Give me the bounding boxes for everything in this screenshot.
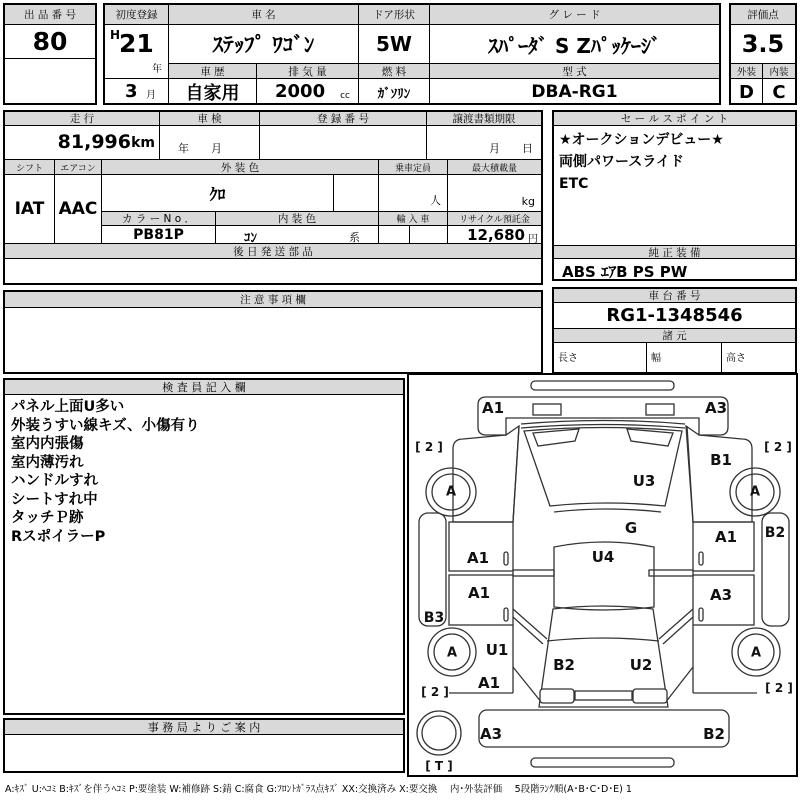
displacement-value: 2000 <box>275 81 326 102</box>
panel-label-front-right-marker: [ 2 ] <box>764 440 792 454</box>
tail-light-right <box>633 689 667 703</box>
import-cell <box>379 226 448 243</box>
front-left-fender-panel <box>453 426 519 522</box>
first-reg-year-unit: 年 <box>152 64 162 75</box>
import-label: 輸 入 車 <box>379 212 448 226</box>
chassis-spec-box <box>552 287 797 374</box>
reg-no-label: 登 録 番 号 <box>260 112 427 126</box>
exterior-grade-value: D <box>731 79 763 105</box>
panel-label-front-left-door: A1 <box>466 549 490 567</box>
panel-label-spare-tire-marker: [ T ] <box>425 759 453 773</box>
spec-length-label: 長さ <box>558 353 578 364</box>
color-no-value: PB81P <box>102 226 216 243</box>
color-no-label: カ ラ ー N o ． <box>102 212 216 226</box>
office-label: 事 務 局 よ り ご 案 内 <box>5 720 403 735</box>
first-reg-year: 21 <box>119 29 154 58</box>
payload-unit: kg <box>521 195 535 208</box>
panel-label-hood-left: A1 <box>481 399 505 417</box>
damage-labels <box>415 399 793 773</box>
displacement-label: 排 気 量 <box>257 64 359 79</box>
text-line: ハンドルすれ <box>11 473 98 489</box>
b-pillar-left <box>513 570 554 576</box>
rear-right-door-handle <box>699 608 703 621</box>
text-line: 室内薄汚れ <box>11 454 84 471</box>
hood-vent-left <box>533 404 561 415</box>
inspection-cell <box>160 126 260 160</box>
ext-color-sub-cell <box>334 175 379 212</box>
c-pillar-left <box>513 609 547 644</box>
transfer-deadline-cell <box>427 126 541 160</box>
wiper-left <box>533 429 579 446</box>
recycle-cell <box>448 226 541 243</box>
first-reg-month: 3 <box>125 81 138 102</box>
spare-tire-inner <box>422 716 456 750</box>
front-right-fender-panel <box>686 426 752 522</box>
shift-label: シフト <box>5 160 55 175</box>
mileage-unit: km <box>131 135 155 151</box>
damage-diagram-box <box>407 373 798 777</box>
capacity-cell <box>379 175 448 212</box>
first-reg-year-cell <box>105 25 169 79</box>
recycle-value: 12,680 <box>467 226 525 243</box>
transfer-deadline-label: 譲渡書類期限 <box>427 112 541 126</box>
car-name-label: 車 名 <box>169 5 359 25</box>
front-bumper <box>531 381 674 390</box>
panel-label-tailgate-left: B2 <box>553 656 575 674</box>
mileage-value: 81,996 <box>57 131 131 153</box>
spec-length-cell <box>554 343 647 372</box>
text-line: 両側パワースライド <box>559 154 684 170</box>
ac-value: AAC <box>55 175 102 243</box>
inspection-value: 年 月 <box>178 142 222 155</box>
inspector-notes-box <box>3 378 405 715</box>
score-label: 評価点 <box>731 5 795 25</box>
notes-box <box>3 290 543 374</box>
later-parts-label: 後 日 発 送 部 品 <box>5 243 541 259</box>
panel-label-rear-bumper-left: A3 <box>479 725 503 743</box>
import-cell-divider <box>409 226 410 243</box>
model-label: 型 式 <box>430 64 719 79</box>
inspection-label: 車 検 <box>160 112 260 126</box>
panel-label-rear-left-quarter-lower: A1 <box>477 674 501 692</box>
text-line: パネル上面U多い <box>11 399 125 415</box>
cowl-line-1 <box>521 421 685 425</box>
panel-label-front-right-fender: B1 <box>710 451 732 469</box>
text-line: 室内内張傷 <box>11 436 84 452</box>
fuel-value: ｶﾞｿﾘﾝ <box>359 79 430 105</box>
displacement-cell <box>257 79 359 105</box>
first-reg-era: H <box>110 28 121 42</box>
exterior-grade-label: 外装 <box>731 64 763 79</box>
equipment-label: 純 正 装 備 <box>554 245 795 259</box>
panel-label-rear-right-wheel: A <box>750 645 762 661</box>
lot-number-box <box>3 3 97 105</box>
mileage-label: 走 行 <box>5 112 160 126</box>
ext-color-label: 外 装 色 <box>102 160 379 175</box>
int-color-value: ｺﾝ <box>244 231 257 243</box>
capacity-label: 乗車定員 <box>379 160 448 175</box>
vehicle-info-table <box>103 3 721 105</box>
score-box <box>729 3 797 105</box>
interior-grade-label: 内装 <box>763 64 795 79</box>
tail-light-left <box>540 689 574 703</box>
panel-label-front-left-marker: [ 2 ] <box>415 440 443 454</box>
panel-label-front-right-wheel: A <box>749 484 761 500</box>
car-name-value: ｽﾃｯﾌﾟ ﾜｺﾞﾝ <box>169 25 359 64</box>
spec-width-cell <box>647 343 722 372</box>
chassis-label: 車 台 番 号 <box>554 289 795 303</box>
front-left-door-handle <box>504 552 508 565</box>
recycle-unit: 円 <box>528 234 538 243</box>
sales-point-box <box>552 110 797 281</box>
chassis-value: RG1-1348546 <box>554 303 795 329</box>
panel-label-rear-right-door: A3 <box>709 586 733 604</box>
int-color-suffix: 系 <box>349 231 360 243</box>
spare-tire-outer <box>417 711 461 755</box>
first-reg-month-cell <box>105 79 169 105</box>
int-color-cell <box>216 226 379 243</box>
panel-label-right-rocker: B2 <box>764 525 786 541</box>
first-reg-label: 初度登録 <box>105 5 169 25</box>
registration-table <box>3 110 543 285</box>
hood-vent-right <box>646 404 674 415</box>
panel-label-rear-left-wheel: A <box>446 645 458 661</box>
spec-label: 諸 元 <box>554 329 795 343</box>
lot-number-label: 出 品 番 号 <box>5 5 95 25</box>
displacement-unit: cc <box>340 91 350 101</box>
front-right-door-handle <box>699 552 703 565</box>
panel-label-hood-right: A3 <box>704 399 728 417</box>
interior-grade-value: C <box>772 81 786 103</box>
equipment-value: ABS ｴｱB PS PW <box>562 263 688 279</box>
mileage-cell <box>5 126 160 160</box>
text-line: タッチＰ跡 <box>11 510 84 526</box>
panel-label-rear-left-quarter-upper: U1 <box>485 641 509 659</box>
door-shape-label: ドア形状 <box>359 5 430 25</box>
grade-label: グ レ ー ド <box>430 5 719 25</box>
c-pillar-right <box>659 609 693 644</box>
sales-point-label: セ ー ル ス ポ イ ン ト <box>554 112 795 126</box>
spec-height-cell <box>722 343 795 372</box>
history-label: 車 歴 <box>169 64 257 79</box>
ext-color-value: ｸﾛ <box>102 175 334 212</box>
door-shape-value: 5W <box>359 25 430 64</box>
text-line: RスポイラーP <box>11 528 106 545</box>
history-value: 自家用 <box>169 79 257 105</box>
text-line: ★オークションデビュー★ <box>559 132 724 148</box>
panel-label-tailgate-right: U2 <box>629 656 653 674</box>
spec-width-label: 幅 <box>651 353 661 364</box>
panel-label-front-left-wheel: A <box>445 484 457 500</box>
rear-bumper-lower-strip <box>531 758 674 767</box>
reg-no-cell <box>260 126 427 160</box>
payload-cell <box>448 175 541 212</box>
sales-point-lines <box>559 129 791 243</box>
notes-label: 注 意 事 項 欄 <box>5 292 541 308</box>
b-pillar-right <box>649 570 693 576</box>
panel-label-front-right-door: A1 <box>714 528 738 546</box>
panel-label-windshield: U3 <box>632 472 656 490</box>
text-line: シートすれ中 <box>11 491 98 508</box>
panel-label-rear-left-marker: [ 2 ] <box>421 685 449 699</box>
license-plate-recess <box>575 691 632 700</box>
rear-bumper <box>479 710 729 747</box>
windshield-glass <box>524 428 682 507</box>
rear-left-door-handle <box>504 608 508 621</box>
transfer-deadline-value: 月 日 <box>489 142 533 155</box>
panel-label-left-rocker: B3 <box>423 610 445 626</box>
payload-label: 最大積載量 <box>448 160 541 175</box>
spec-height-label: 高さ <box>726 353 746 364</box>
wiper-right <box>627 429 673 446</box>
panel-label-rear-left-door: A1 <box>467 584 491 602</box>
car-damage-diagram <box>409 375 796 775</box>
first-reg-month-unit: 月 <box>146 90 156 101</box>
capacity-unit: 人 <box>430 194 441 207</box>
rear-window-line <box>547 638 659 641</box>
inspector-notes-label: 検 査 員 記 入 欄 <box>5 380 403 395</box>
int-color-label: 内 装 色 <box>216 212 379 226</box>
text-line: 外装うすい線キズ、小傷有り <box>11 417 200 434</box>
panel-label-roof-front: G <box>624 519 638 537</box>
score-value: 3.5 <box>731 25 795 64</box>
quarter-edges <box>513 625 693 693</box>
fuel-label: 燃 料 <box>359 64 430 79</box>
office-box <box>3 718 405 773</box>
ac-label: エアコン <box>55 160 102 175</box>
text-line: ETC <box>559 176 589 192</box>
windshield-bottom-line <box>554 509 661 512</box>
inspector-notes-lines <box>11 398 399 698</box>
panel-label-rear-bumper-right: B2 <box>703 725 725 743</box>
panel-label-roof: U4 <box>591 548 615 566</box>
model-value: DBA-RG1 <box>531 82 618 102</box>
shift-value: IAT <box>5 175 55 243</box>
panel-label-rear-right-marker: [ 2 ] <box>765 681 793 695</box>
lot-number-value: 80 <box>5 25 95 59</box>
legend-text: A:ｷｽﾞ U:ﾍｺﾐ B:ｷｽﾞを伴うﾍｺﾐ P:要塗装 W:補修跡 S:錆 C:腐食 G:ﾌﾛﾝﾄｶﾞﾗｽ点ｷｽﾞ XX:交換済み X:要交換 内･外装評価 5段階ﾗﾝｸ順(A･B･C･D･E) 1 <box>5 784 632 795</box>
recycle-label: リサイクル預託金 <box>448 212 541 226</box>
grade-value: ｽﾊﾟｰﾀﾞ S Zﾊﾟｯｹｰｼﾞ <box>430 25 719 64</box>
